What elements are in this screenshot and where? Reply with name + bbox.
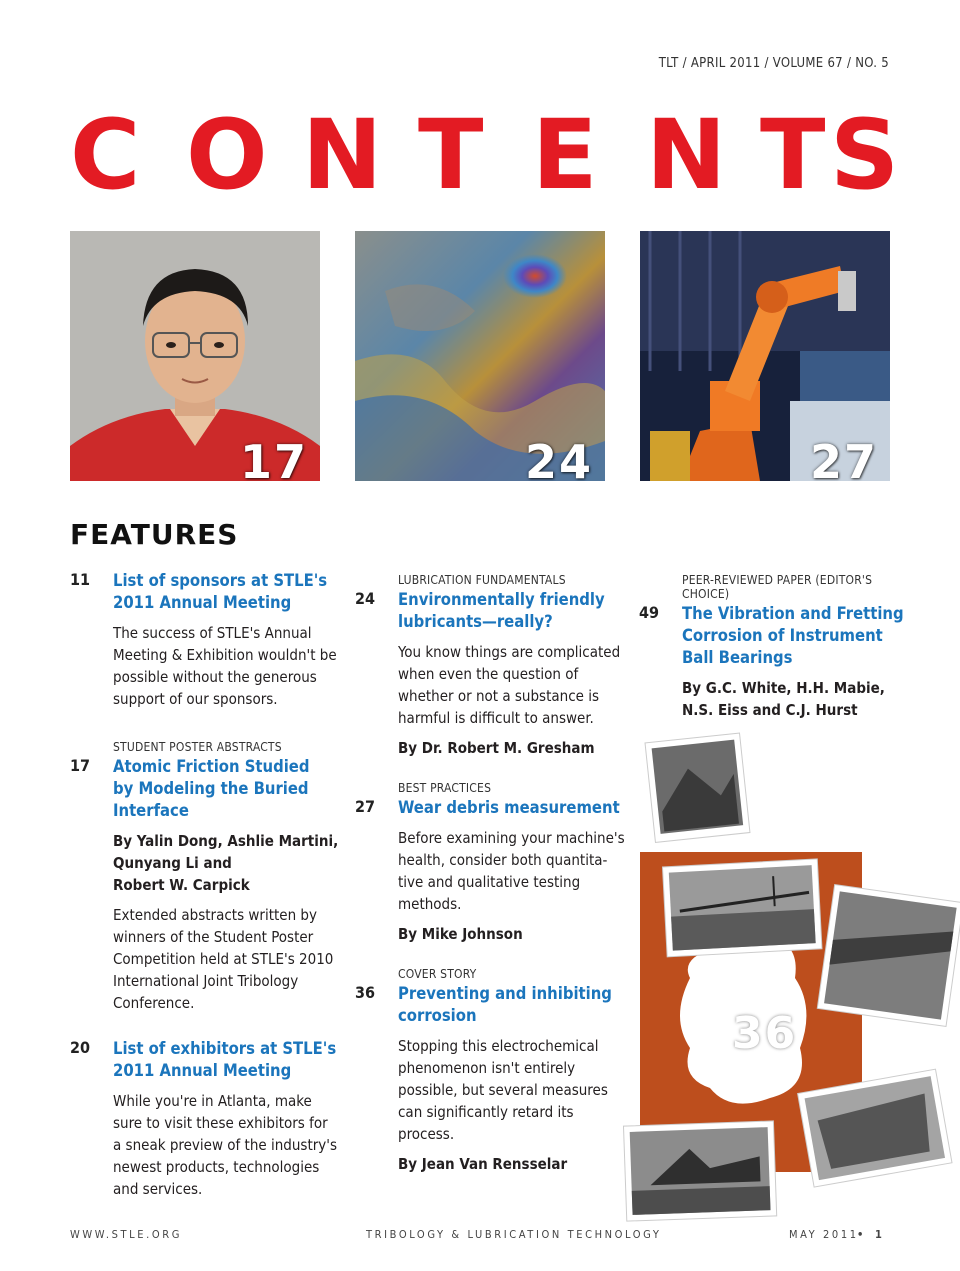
collage-image bbox=[620, 728, 960, 1228]
entry-authors: By Yalin Dong, Ashlie Martini, Qunyang Li and Robert W. Carpick bbox=[113, 832, 339, 894]
title-letter: N bbox=[646, 99, 727, 211]
toc-entry[interactable] bbox=[355, 573, 638, 759]
entry-description: You know things are complicated when even the question of whether or not a substance is harmful is difficult to answer. bbox=[398, 643, 621, 727]
entry-authors: By Mike Johnson bbox=[398, 925, 523, 943]
footer-website[interactable]: WWW.STLE.ORG bbox=[70, 1228, 183, 1241]
photo-page-number: 24 bbox=[524, 435, 593, 481]
entry-description: Extended abstracts written by winners of the Student Poster Competition held at STLE's 2010 International Joint Tribology Conference. bbox=[113, 906, 334, 1012]
entry-kicker: PEER-REVIEWED PAPER (EDITOR'S CHOICE) bbox=[682, 573, 873, 601]
entry-authors: By Jean Van Rensselar bbox=[398, 1155, 568, 1173]
title-letter: C bbox=[70, 99, 141, 211]
entry-description: Stopping this electrochemical phenomenon isn't entirely possible, but several measures can significantly retard its process. bbox=[398, 1037, 608, 1143]
entry-page-number: 24 bbox=[355, 589, 376, 608]
toc-entry[interactable] bbox=[355, 781, 638, 945]
entry-kicker: LUBRICATION FUNDAMENTALS bbox=[398, 573, 566, 587]
entry-kicker: STUDENT POSTER ABSTRACTS bbox=[113, 740, 282, 754]
entry-authors: By Dr. Robert M. Gresham bbox=[398, 739, 595, 757]
footer-bullet: • bbox=[857, 1228, 866, 1241]
footer-month: MAY 2011 bbox=[789, 1228, 859, 1241]
toc-entry[interactable] bbox=[70, 740, 353, 1014]
title-letter: E bbox=[532, 99, 598, 211]
section-title: FEATURES bbox=[70, 518, 239, 551]
toc-entry[interactable] bbox=[70, 1038, 353, 1200]
footer-page-number: 1 bbox=[875, 1228, 885, 1241]
column-3 bbox=[639, 573, 912, 721]
title-letter: S bbox=[830, 99, 900, 211]
entry-kicker: COVER STORY bbox=[398, 967, 477, 981]
feature-photo-robot-arm[interactable] bbox=[640, 231, 890, 481]
entry-description: Before examining your machine's health, consider both quantita- tive and qualitative testing methods. bbox=[398, 829, 625, 913]
entry-headline[interactable]: The Vibration and Fretting Corrosion of Instrument Ball Bearings bbox=[682, 604, 904, 667]
entry-headline[interactable]: Atomic Friction Studied by Modeling the Buried Interface bbox=[113, 757, 310, 820]
toc-entry[interactable] bbox=[70, 570, 353, 710]
entry-kicker: BEST PRACTICES bbox=[398, 781, 492, 795]
title-letter: N bbox=[302, 99, 383, 211]
entry-headline[interactable]: Environmentally friendly lubricants—really? bbox=[398, 590, 605, 631]
entry-page-number: 27 bbox=[355, 797, 376, 816]
entry-page-number: 36 bbox=[355, 983, 376, 1002]
entry-headline[interactable]: List of sponsors at STLE's 2011 Annual Meeting bbox=[113, 571, 328, 612]
entry-page-number: 20 bbox=[70, 1038, 91, 1057]
column-1 bbox=[70, 570, 353, 1200]
entry-headline[interactable]: Wear debris measurement bbox=[398, 798, 620, 817]
page-title bbox=[70, 99, 900, 211]
column-2 bbox=[355, 573, 638, 1175]
toc-entry[interactable] bbox=[355, 967, 638, 1175]
footer-publication: TRIBOLOGY & LUBRICATION TECHNOLOGY bbox=[366, 1228, 662, 1241]
entry-page-number: 49 bbox=[639, 603, 660, 622]
feature-photo-portrait[interactable] bbox=[70, 231, 320, 481]
collage-page-number: 36 bbox=[732, 1008, 798, 1059]
title-letter: O bbox=[186, 99, 268, 211]
entry-page-number: 17 bbox=[70, 756, 91, 775]
title-letter: T bbox=[760, 99, 826, 211]
issue-line: TLT / APRIL 2011 / VOLUME 67 / NO. 5 bbox=[658, 56, 889, 71]
photo-page-number: 17 bbox=[239, 435, 308, 481]
entry-description: The success of STLE's Annual Meeting & Exhibition wouldn't be possible without the generous support of our sponsors. bbox=[113, 624, 337, 708]
photo-page-number: 27 bbox=[809, 435, 878, 481]
entry-description: While you're in Atlanta, make sure to visit these exhibitors for a sneak preview of the industry's newest products, technologies and services. bbox=[113, 1092, 337, 1198]
cover-story-collage[interactable] bbox=[620, 728, 960, 1228]
feature-photo-oil-sheen[interactable] bbox=[355, 231, 605, 481]
title-letter: T bbox=[418, 99, 484, 211]
entry-headline[interactable]: Preventing and inhibiting corrosion bbox=[398, 984, 612, 1025]
entry-authors: By G.C. White, H.H. Mabie, N.S. Eiss and C.J. Hurst bbox=[682, 679, 885, 719]
entry-page-number: 11 bbox=[70, 570, 91, 589]
toc-entry[interactable] bbox=[639, 573, 912, 721]
entry-headline[interactable]: List of exhibitors at STLE's 2011 Annual Meeting bbox=[113, 1039, 337, 1080]
